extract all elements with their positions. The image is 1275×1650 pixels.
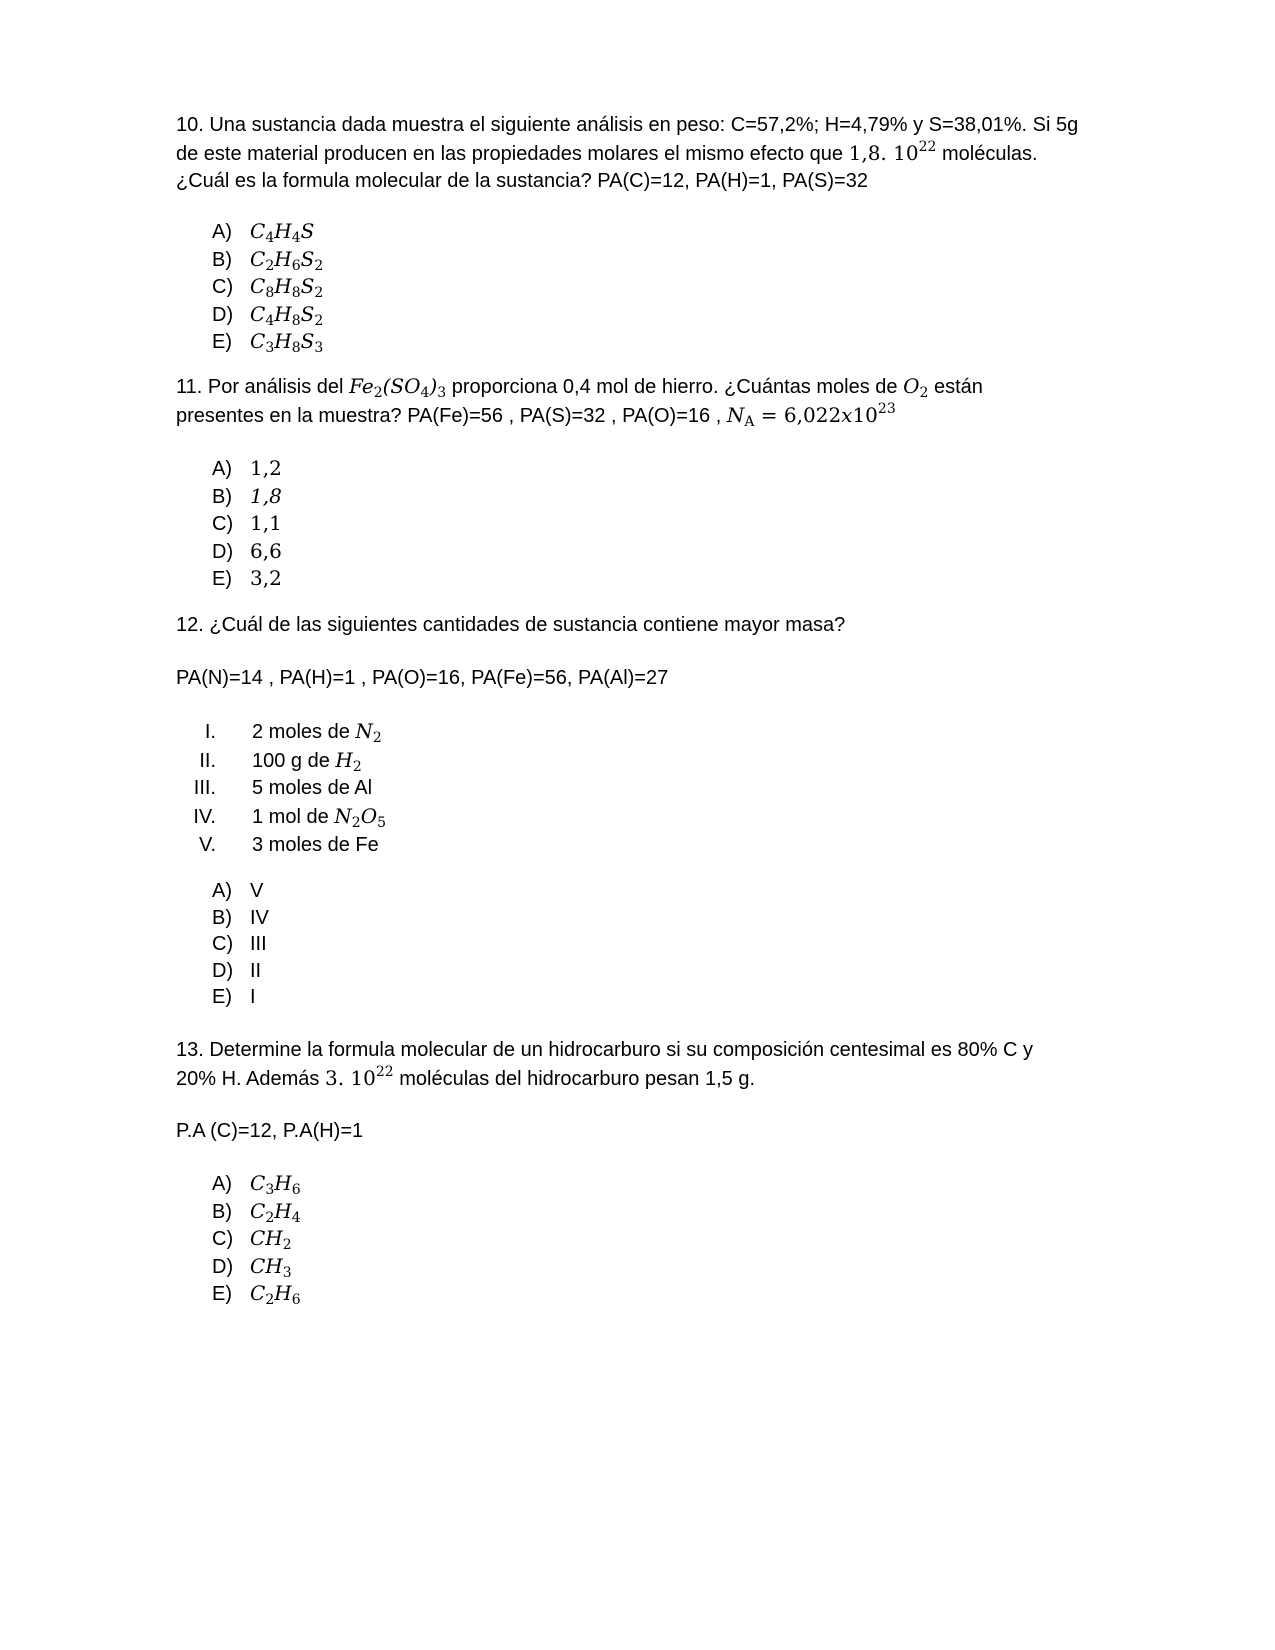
question-11	[176, 373, 1096, 430]
item-formula	[335, 747, 362, 775]
q11-na-eq: = 6,022	[754, 402, 842, 427]
formula-subscript: 2	[314, 285, 324, 301]
option-formula	[250, 301, 324, 329]
q12-atomic-weights	[176, 665, 1096, 693]
formula-element: H	[274, 1171, 292, 1195]
option-value: 1,2	[250, 456, 282, 480]
q11-options	[212, 455, 282, 593]
formula-element: H	[274, 274, 292, 298]
q10-line-1: 10. Una sustancia dada muestra el siguiente análisis en peso: C=57,2%; H=4,79% y S=38,01%. Si 5g	[176, 114, 1079, 136]
q11-o: O	[903, 374, 920, 398]
q11-na-power	[852, 400, 896, 427]
formula-element: C	[250, 246, 266, 271]
item-formula	[355, 719, 382, 746]
q10-line-2-pre: de este material producen en las propiedades molares el mismo efecto que	[176, 142, 849, 165]
roman-numeral: IV.	[193, 806, 216, 829]
option-label: C)	[212, 1228, 234, 1250]
q13-options	[212, 1170, 301, 1308]
answer-option[interactable]	[212, 984, 269, 1011]
formula-subscript: 3	[265, 340, 275, 356]
option-label: E)	[212, 1283, 232, 1305]
roman-numeral: II.	[199, 749, 216, 772]
formula-element: S	[300, 329, 315, 353]
formula-element: N	[334, 804, 352, 829]
q11-line-1-mid: proporciona 0,4 mol de hierro. ¿Cuántas moles de	[446, 376, 904, 398]
option-formula	[250, 329, 324, 356]
q11-line-2	[176, 402, 1096, 431]
q11-line-1-pre: 11. Por análisis del	[176, 376, 350, 398]
formula-element: S	[300, 274, 315, 298]
option-label: A)	[212, 880, 232, 902]
formula-subscript: 4	[265, 230, 275, 246]
answer-option[interactable]	[212, 1225, 301, 1253]
formula-element: C	[250, 219, 266, 243]
q13-atomic-weights	[176, 1118, 1096, 1146]
option-formula	[250, 246, 324, 274]
option-label: E)	[212, 568, 232, 590]
q12-item	[176, 747, 386, 776]
formula-subscript: 6	[291, 257, 301, 274]
q11-avogadro	[726, 400, 896, 430]
formula-element: C	[250, 274, 266, 298]
option-value: 1,1	[250, 511, 282, 535]
formula-element: CH	[250, 1226, 283, 1250]
option-label: B)	[212, 906, 232, 929]
item-text: 5 moles de Al	[252, 777, 373, 800]
q12-item	[176, 775, 386, 803]
option-label: B)	[212, 248, 232, 271]
formula-element: C	[250, 1198, 266, 1223]
option-label: A)	[212, 221, 232, 243]
q10-line-3: ¿Cuál es la formula molecular de la sustancia? PA(C)=12, PA(H)=1, PA(S)=32	[176, 170, 868, 192]
option-value: 1,8	[250, 483, 282, 508]
formula-subscript: 4	[265, 312, 275, 329]
q11-close: )	[429, 374, 438, 398]
answer-option[interactable]	[212, 328, 323, 356]
formula-subscript: 6	[291, 1182, 301, 1198]
answer-option[interactable]	[212, 455, 282, 483]
answer-option[interactable]	[212, 878, 269, 905]
roman-numeral: III.	[193, 777, 216, 800]
formula-element: C	[250, 1281, 266, 1305]
option-value: 3,2	[250, 566, 282, 590]
formula-subscript: 2	[314, 257, 324, 274]
answer-option[interactable]	[212, 483, 282, 511]
q12-options	[212, 878, 269, 1011]
formula-element: S	[300, 301, 315, 326]
option-value: V	[250, 880, 264, 902]
option-label: A)	[212, 458, 232, 480]
q13-molecule-count	[324, 1063, 394, 1090]
answer-option[interactable]	[212, 1170, 301, 1198]
formula-subscript: 3	[265, 1182, 275, 1198]
q12-items	[176, 718, 386, 860]
q13-line-2-pre: 20% H. Además	[176, 1067, 325, 1090]
q11-so-sub: 4	[420, 385, 430, 401]
answer-option[interactable]	[212, 1198, 301, 1226]
formula-subscript: 3	[314, 340, 324, 356]
formula-element: H	[274, 329, 292, 353]
answer-option[interactable]	[212, 246, 323, 274]
option-value: III	[250, 933, 267, 955]
q12-line-1: 12. ¿Cuál de las siguientes cantidades de sustancia contiene mayor masa?	[176, 614, 846, 636]
item-text: 3 moles de Fe	[252, 833, 379, 856]
formula-subscript: 4	[291, 1209, 301, 1226]
q11-na-sub: A	[744, 413, 755, 430]
formula-element: O	[360, 804, 378, 829]
q12-item	[176, 718, 386, 747]
option-label: E)	[212, 986, 232, 1008]
q13-count-exp: 22	[375, 1063, 394, 1080]
q11-na-exp: 23	[877, 400, 896, 417]
q10-line-2	[176, 140, 1096, 169]
q11-iron-sulfate-formula	[349, 374, 447, 401]
q11-o-sub: 2	[919, 385, 929, 401]
formula-element: S	[300, 246, 315, 271]
answer-option[interactable]	[212, 218, 323, 246]
option-label: C)	[212, 513, 234, 535]
formula-element: H	[274, 246, 292, 271]
item-text: 1 mol de	[252, 806, 335, 829]
q11-line-1	[176, 373, 1096, 402]
answer-option[interactable]	[212, 1253, 301, 1281]
question-10	[176, 112, 1096, 196]
formula-subscript: 2	[372, 730, 382, 746]
item-text: 100 g de	[252, 749, 336, 772]
option-value: 6,6	[250, 538, 282, 563]
q13-count-base: 3. 10	[324, 1065, 376, 1090]
option-value: II	[250, 959, 262, 982]
option-label: D)	[212, 1255, 234, 1278]
q11-fe-sub: 2	[373, 385, 383, 401]
formula-element: N	[355, 719, 373, 743]
answer-option[interactable]	[212, 273, 323, 301]
q11-na-base: 10	[852, 402, 878, 427]
formula-element: S	[300, 219, 315, 243]
formula-element: H	[274, 219, 292, 243]
formula-subscript: 2	[265, 1209, 275, 1226]
q11-line-2-pre: presentes en la muestra? PA(Fe)=56 , PA(S)=32 , PA(O)=16 ,	[176, 404, 727, 427]
formula-element: C	[250, 1171, 266, 1195]
q13-line-2	[176, 1065, 1096, 1094]
formula-subscript: 6	[291, 1292, 301, 1308]
option-label: B)	[212, 1200, 232, 1223]
formula-element: H	[335, 747, 353, 772]
question-12	[176, 612, 1096, 640]
answer-option[interactable]	[212, 1280, 301, 1308]
formula-subscript: 4	[291, 230, 301, 246]
formula-element: H	[274, 1198, 292, 1223]
q12-item	[176, 832, 386, 860]
item-formula	[334, 804, 387, 832]
option-formula	[250, 1198, 301, 1226]
option-formula	[250, 1226, 292, 1253]
q12-item	[176, 803, 386, 832]
formula-subscript: 2	[282, 1237, 292, 1253]
option-value: I	[250, 986, 256, 1008]
answer-option[interactable]	[212, 510, 282, 538]
q11-na: N	[726, 402, 745, 427]
q10-line-2-post: moléculas.	[936, 142, 1038, 165]
q10-count-base: 1,8. 10	[848, 140, 919, 165]
q12-line-2: PA(N)=14 , PA(H)=1 , PA(O)=16, PA(Fe)=56, PA(Al)=27	[176, 667, 669, 689]
option-label: C)	[212, 933, 234, 955]
q10-molecule-count	[848, 138, 937, 165]
option-label: D)	[212, 959, 234, 982]
formula-subscript: 2	[314, 312, 324, 329]
formula-subscript: 2	[265, 1292, 275, 1308]
formula-element: C	[250, 301, 266, 326]
option-value: IV	[250, 906, 269, 929]
q13-line-2-post: moléculas del hidrocarburo pesan 1,5 g.	[393, 1067, 756, 1090]
option-formula	[250, 1253, 292, 1281]
q11-o2	[903, 374, 929, 401]
q11-close-sub: 3	[437, 385, 447, 401]
answer-option[interactable]	[212, 931, 269, 958]
option-label: E)	[212, 331, 232, 353]
formula-subscript: 2	[265, 257, 275, 274]
formula-subscript: 8	[291, 340, 301, 356]
option-label: A)	[212, 1173, 232, 1195]
formula-subscript: 2	[351, 815, 361, 832]
option-formula	[250, 1171, 301, 1198]
option-formula	[250, 274, 324, 301]
formula-element: C	[250, 329, 266, 353]
formula-element: CH	[250, 1253, 283, 1278]
roman-numeral: I.	[204, 721, 216, 743]
q10-options	[212, 218, 323, 356]
option-formula	[250, 219, 315, 246]
option-label: B)	[212, 485, 232, 508]
q11-fe: Fe	[349, 374, 374, 398]
q11-na-x: x	[841, 402, 853, 427]
item-text: 2 moles de	[252, 721, 356, 743]
answer-option[interactable]	[212, 958, 269, 985]
option-label: D)	[212, 540, 234, 563]
q11-line-1-post: están	[928, 376, 983, 398]
formula-subscript: 8	[265, 285, 275, 301]
question-13	[176, 1037, 1096, 1093]
option-label: D)	[212, 303, 234, 326]
q10-count-exp: 22	[918, 138, 937, 155]
formula-subscript: 5	[377, 815, 387, 832]
roman-numeral: V.	[198, 833, 216, 856]
answer-option[interactable]	[212, 905, 269, 932]
q11-so: (SO	[382, 374, 421, 398]
formula-element: H	[274, 301, 292, 326]
formula-subscript: 8	[291, 285, 301, 301]
option-label: C)	[212, 276, 234, 298]
q13-line-3: P.A (C)=12, P.A(H)=1	[176, 1120, 364, 1142]
answer-option[interactable]	[212, 538, 282, 566]
formula-subscript: 3	[282, 1264, 292, 1281]
formula-subscript: 8	[291, 312, 301, 329]
q13-line-1: 13. Determine la formula molecular de un hidrocarburo si su composición centesimal es 80% C y	[176, 1039, 1034, 1061]
answer-option[interactable]	[212, 565, 282, 593]
option-formula	[250, 1281, 301, 1308]
formula-subscript: 2	[352, 758, 362, 775]
answer-option[interactable]	[212, 301, 323, 329]
formula-element: H	[274, 1281, 292, 1305]
